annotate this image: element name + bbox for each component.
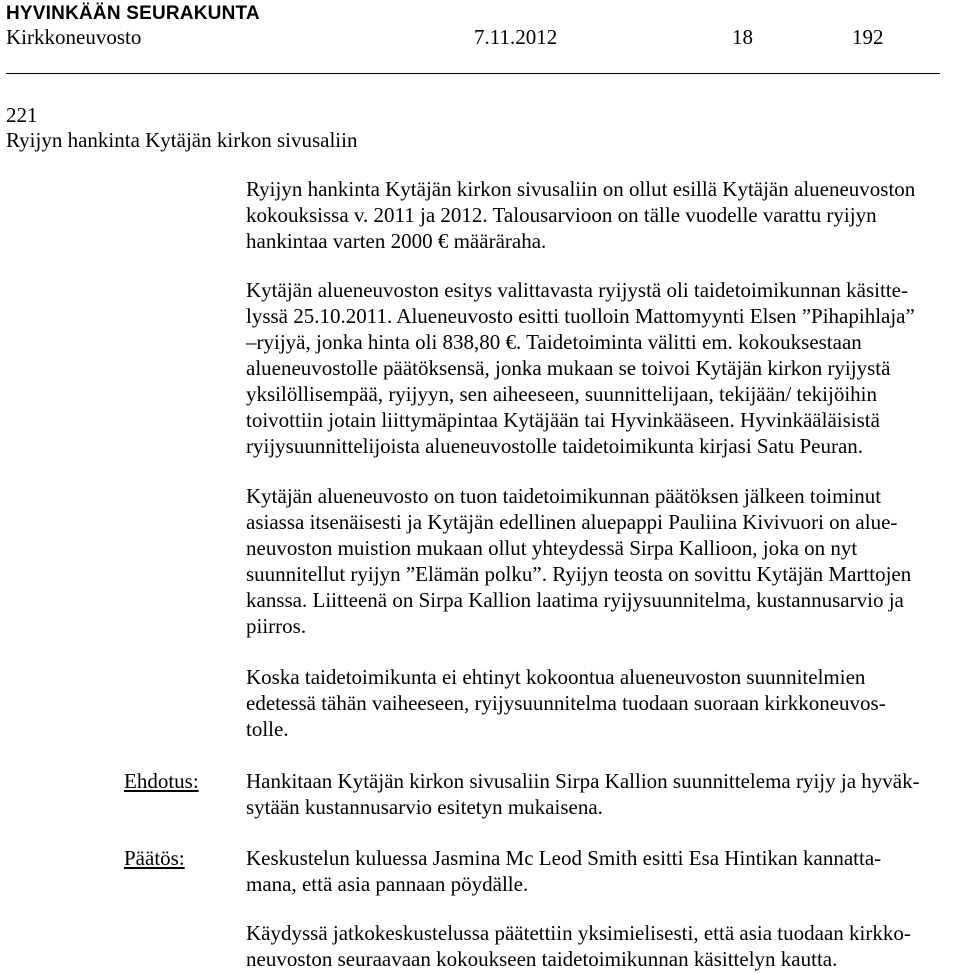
header-divider (6, 73, 940, 74)
text-line: tolle. (246, 717, 289, 741)
text-line: Hankitaan Kytäjän kirkon sivusaliin Sirpa Kallion suunnittelema ryijy ja hyväk- (246, 769, 920, 793)
meeting-date: 7.11.2012 (474, 25, 558, 49)
body-paragraph (246, 664, 946, 742)
text-line: mana, että asia pannaan pöydälle. (246, 872, 529, 896)
decision-paragraph (246, 920, 946, 972)
text-line: lyssä 25.10.2011. Alueneuvosto esitti tuolloin Mattomyynti Elsen ”Pihapihlaja” (246, 304, 915, 328)
text-line: –ryijyä, jonka hinta oli 838,80 €. Taidetoiminta välitti em. kokouksestaan (246, 330, 862, 354)
proposal-label: Ehdotus: (124, 769, 199, 793)
text-line: Kytäjän alueneuvoston esitys valittavasta ryijystä oli taidetoimikunnan käsitte- (246, 278, 908, 302)
body-paragraph (246, 176, 946, 254)
text-line: piirros. (246, 614, 307, 638)
proposal-text (246, 768, 946, 820)
item-number: 221 (6, 103, 38, 127)
decision-paragraph (246, 845, 946, 897)
text-line: neuvoston seuraavaan kokoukseen taidetoimikunnan käsittelyn kautta. (246, 947, 838, 971)
item-title: Ryijyn hankinta Kytäjän kirkon sivusaliin (6, 128, 358, 152)
text-line: sytään kustannusarvio esitetyn mukaisena. (246, 795, 603, 819)
text-line: edetessä tähän vaiheeseen, ryijysuunnitelma tuodaan suoraan kirkkoneuvos- (246, 691, 886, 715)
body-paragraph (246, 483, 946, 639)
text-line: ryijysuunnittelijoista alueneuvostolle taidetoimikunta kirjasi Satu Peuran. (246, 434, 864, 458)
body-paragraph (246, 277, 946, 459)
text-line: kokouksissa v. 2011 ja 2012. Talousarvioon on tälle vuodelle varattu ryijyn (246, 203, 877, 227)
text-line: Kytäjän alueneuvosto on tuon taidetoimikunnan päätöksen jälkeen toiminut (246, 484, 882, 508)
text-line: suunnitellut ryijyn ”Elämän polku”. Ryijyn teosta on sovittu Kytäjän Marttojen (246, 562, 912, 586)
section-number: 18 (732, 25, 753, 49)
text-line: asiassa itsenäisesti ja Kytäjän edellinen aluepappi Pauliina Kivivuori on alue- (246, 510, 898, 534)
page-number: 192 (852, 25, 884, 49)
meeting-body: Kirkkoneuvosto (6, 25, 142, 49)
text-line: hankintaa varten 2000 € määräraha. (246, 229, 547, 253)
text-line: Koska taidetoimikunta ei ehtinyt kokoontua alueneuvoston suunnitelmien (246, 665, 866, 689)
text-line: alueneuvostolle päätöksensä, jonka mukaan se toivoi Kytäjän kirkon ryijystä (246, 356, 891, 380)
text-line: yksilöllisempää, ryijyyn, sen aiheeseen, suunnittelijaan, tekijään/ tekijöihin (246, 382, 878, 406)
organization-name: HYVINKÄÄN SEURAKUNTA (6, 3, 260, 24)
text-line: Keskustelun kuluessa Jasmina Mc Leod Smith esitti Esa Hintikan kannatta- (246, 846, 882, 870)
text-line: Käydyssä jatkokeskustelussa päätettiin yksimielisesti, että asia tuodaan kirkko- (246, 921, 911, 945)
text-line: Ryijyn hankinta Kytäjän kirkon sivusaliin on ollut esillä Kytäjän alueneuvoston (246, 177, 916, 201)
text-line: toivottiin jotain liittymäpintaa Kytäjään tai Hyvinkääseen. Hyvinkääläisistä (246, 408, 880, 432)
text-line: kanssa. Liitteenä on Sirpa Kallion laatima ryijysuunnitelma, kustannusarvio ja (246, 588, 904, 612)
decision-label: Päätös: (124, 846, 185, 870)
text-line: neuvoston muistion mukaan ollut yhteydessä Sirpa Kallioon, joka on nyt (246, 536, 858, 560)
